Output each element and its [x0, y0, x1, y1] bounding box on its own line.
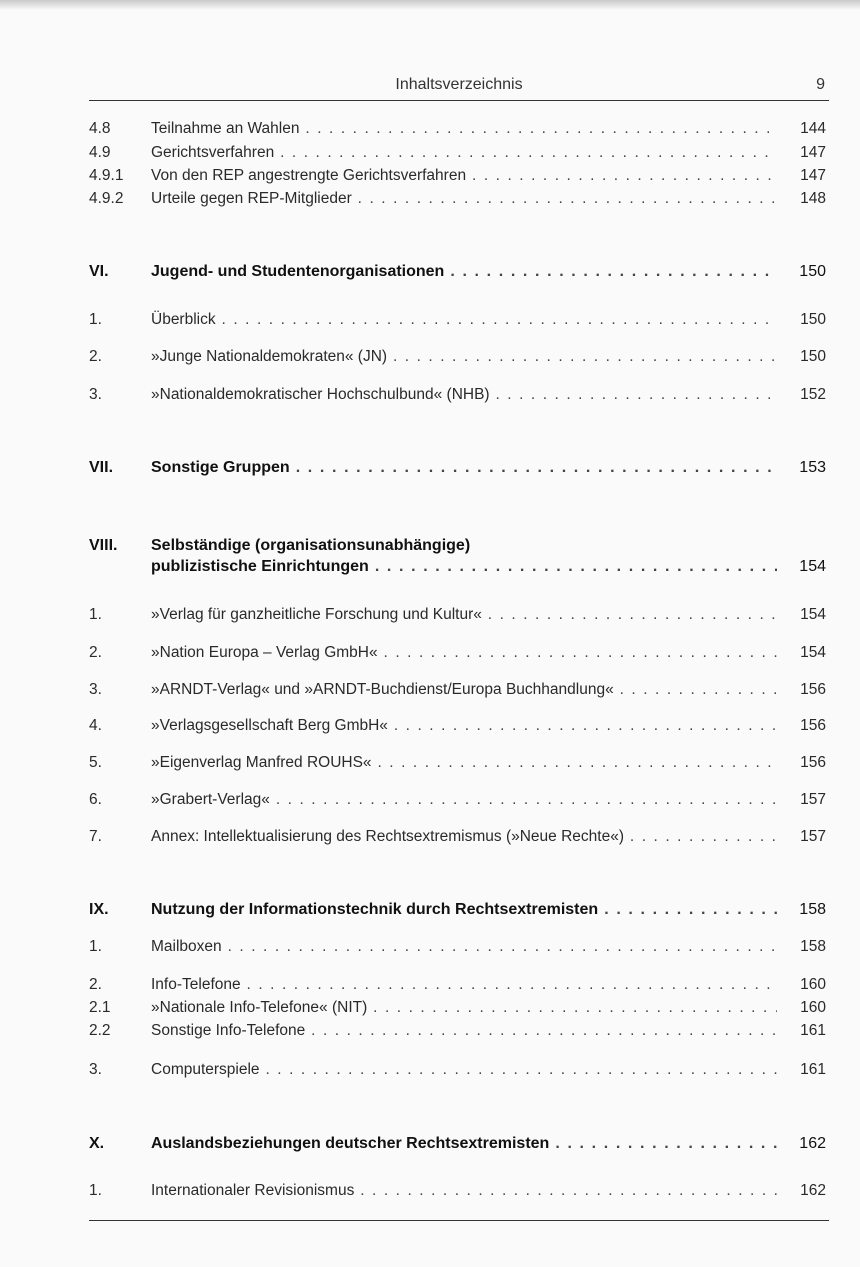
toc-entry[interactable] — [89, 716, 829, 736]
entry-page: 158 — [799, 901, 826, 918]
entry-number: 4.8 — [89, 120, 111, 137]
toc-section-entry[interactable] — [89, 1134, 829, 1154]
entry-page: 154 — [800, 606, 826, 623]
entry-title: Mailboxen — [151, 938, 222, 955]
entry-number: 3. — [89, 681, 102, 698]
toc-entry[interactable] — [89, 753, 829, 773]
entry-page: 162 — [800, 1182, 826, 1199]
entry-number: 6. — [89, 791, 102, 808]
toc-entry[interactable] — [89, 975, 829, 995]
toc-entry[interactable] — [89, 790, 829, 810]
section-number: IX. — [89, 901, 109, 918]
entry-number: 2.2 — [89, 1022, 111, 1039]
entry-number: 2. — [89, 976, 102, 993]
entry-title: Von den REP angestrengte Gerichtsverfahren — [151, 167, 467, 184]
entry-title: »Verlagsgesellschaft Berg GmbH« — [151, 717, 388, 734]
scan-edge-shadow — [0, 0, 860, 10]
entry-page: 161 — [800, 1061, 826, 1078]
section-number: VI. — [89, 263, 109, 280]
toc-entry[interactable] — [89, 385, 829, 405]
entry-page: 153 — [799, 459, 826, 476]
section-title: Auslandsbeziehungen deutscher Rechtsextremisten — [151, 1135, 550, 1152]
section-title: publizistische Einrichtungen — [151, 558, 369, 575]
entry-page: 150 — [800, 348, 826, 365]
entry-title: Computerspiele — [151, 1061, 260, 1078]
toc-entry[interactable] — [89, 827, 829, 847]
entry-title: »Junge Nationaldemokraten« (JN) — [151, 348, 388, 365]
entry-title: »Nationaldemokratischer Hochschulbund« (NHB) — [151, 386, 490, 403]
entry-number: 1. — [89, 606, 102, 623]
toc-entry[interactable] — [89, 643, 829, 663]
entry-page: 158 — [800, 938, 826, 955]
entry-title: »ARNDT-Verlag« und »ARNDT-Buchdienst/Europa Buchhandlung« — [151, 681, 614, 698]
entry-title: »Verlag für ganzheitliche Forschung und Kultur« — [151, 606, 482, 623]
toc-entry[interactable] — [89, 166, 829, 186]
entry-page: 157 — [800, 828, 826, 845]
entry-number: 5. — [89, 754, 102, 771]
toc-entry[interactable] — [89, 189, 829, 209]
entry-page: 144 — [800, 120, 826, 137]
toc-section-entry[interactable] — [89, 900, 829, 920]
entry-page: 152 — [800, 386, 826, 403]
toc-entry[interactable] — [89, 143, 829, 163]
entry-page: 150 — [799, 263, 826, 280]
section-title: Nutzung der Informationstechnik durch Rechtsextremisten — [151, 901, 599, 918]
entry-number: 7. — [89, 828, 102, 845]
entry-number: 2.1 — [89, 999, 111, 1016]
page-header — [89, 76, 829, 101]
entry-page: 147 — [800, 167, 826, 184]
entry-page: 148 — [800, 190, 826, 207]
section-number: X. — [89, 1135, 105, 1152]
entry-number: 1. — [89, 938, 102, 955]
entry-number: 2. — [89, 644, 102, 661]
toc-entry[interactable] — [89, 1181, 829, 1201]
section-number: VII. — [89, 459, 114, 476]
toc-entry[interactable] — [89, 937, 829, 957]
toc-entry[interactable] — [89, 310, 829, 330]
entry-title: Annex: Intellektualisierung des Rechtsextremismus (»Neue Rechte«) — [151, 828, 624, 845]
entry-page: 162 — [799, 1135, 826, 1152]
entry-page: 160 — [800, 976, 826, 993]
entry-number: 1. — [89, 1182, 102, 1199]
entry-page: 156 — [800, 717, 826, 734]
section-number: VIII. — [89, 537, 118, 554]
entry-number: 4. — [89, 717, 102, 734]
entry-title: Gerichtsverfahren — [151, 144, 275, 161]
entry-number: 4.9.1 — [89, 167, 124, 184]
entry-number: 2. — [89, 348, 102, 365]
entry-title: »Nationale Info-Telefone« (NIT) — [151, 999, 368, 1016]
entry-page: 161 — [800, 1022, 826, 1039]
page-number: 9 — [816, 76, 825, 93]
section-title: Jugend- und Studentenorganisationen — [151, 263, 445, 280]
entry-page: 154 — [799, 558, 826, 575]
toc-entry[interactable] — [89, 1021, 829, 1041]
entry-page: 150 — [800, 311, 826, 328]
toc-entry[interactable] — [89, 680, 829, 700]
entry-title: Sonstige Info-Telefone — [151, 1022, 306, 1039]
toc-entry[interactable] — [89, 998, 829, 1018]
entry-title: Info-Telefone — [151, 976, 241, 993]
entry-number: 3. — [89, 1061, 102, 1078]
entry-page: 160 — [800, 999, 826, 1016]
section-title-line1: Selbständige (organisationsunabhängige) — [151, 537, 471, 554]
toc-section-entry[interactable] — [89, 458, 829, 478]
entry-title: Internationaler Revisionismus — [151, 1182, 355, 1199]
entry-title: Überblick — [151, 311, 216, 328]
entry-title: »Grabert-Verlag« — [151, 791, 270, 808]
toc-entry[interactable] — [89, 1060, 829, 1080]
entry-title: Urteile gegen REP-Mitglieder — [151, 190, 352, 207]
footer-rule — [89, 1220, 829, 1221]
entry-number: 3. — [89, 386, 102, 403]
entry-title: »Eigenverlag Manfred ROUHS« — [151, 754, 372, 771]
running-head-title: Inhaltsverzeichnis — [395, 76, 523, 93]
entry-page: 147 — [800, 144, 826, 161]
toc-entry[interactable] — [89, 605, 829, 625]
toc-section-entry[interactable] — [89, 536, 829, 578]
toc-entry[interactable] — [89, 119, 829, 139]
section-title: Sonstige Gruppen — [151, 459, 290, 476]
toc-entry[interactable] — [89, 347, 829, 367]
entry-title: »Nation Europa – Verlag GmbH« — [151, 644, 378, 661]
entry-number: 1. — [89, 311, 102, 328]
entry-page: 154 — [800, 644, 826, 661]
entry-page: 157 — [800, 791, 826, 808]
entry-number: 4.9 — [89, 144, 111, 161]
entry-number: 4.9.2 — [89, 190, 124, 207]
entry-title: Teilnahme an Wahlen — [151, 120, 300, 137]
entry-page: 156 — [800, 754, 826, 771]
toc-section-entry[interactable] — [89, 262, 829, 282]
entry-page: 156 — [800, 681, 826, 698]
